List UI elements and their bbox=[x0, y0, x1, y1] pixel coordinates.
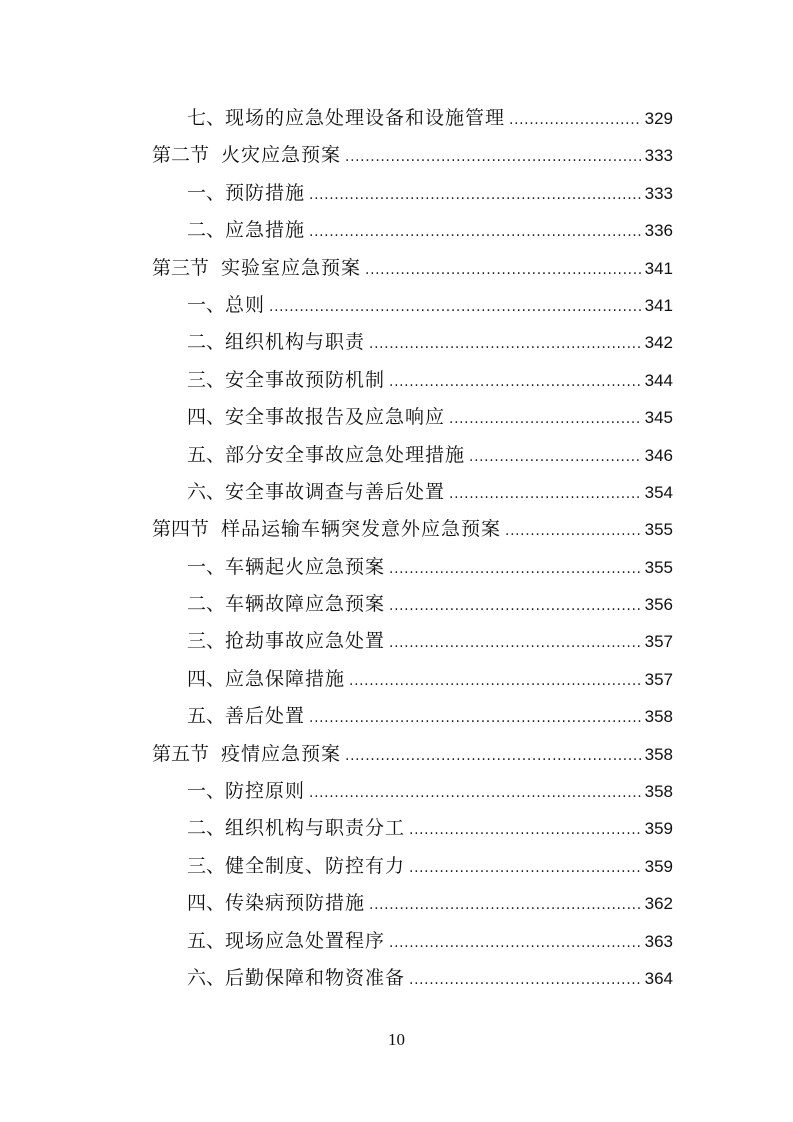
dot-leader bbox=[309, 775, 642, 812]
toc-entry[interactable] bbox=[0, 923, 793, 960]
toc-entry-title: 现场应急处置程序 bbox=[225, 929, 386, 952]
toc-entry-title: 安全事故调查与善后处置 bbox=[225, 480, 446, 503]
toc-entry-title: 传染病预防措施 bbox=[225, 892, 366, 915]
toc-entry[interactable] bbox=[0, 698, 793, 735]
dot-leader bbox=[449, 401, 642, 438]
toc-entry[interactable] bbox=[0, 848, 793, 885]
toc-entry-page: 359 bbox=[644, 856, 673, 876]
toc-entry[interactable] bbox=[0, 324, 793, 361]
toc-entry-page: 357 bbox=[644, 632, 673, 652]
dot-leader bbox=[389, 551, 642, 588]
dot-leader bbox=[389, 588, 642, 625]
toc-entry-title: 火灾应急预案 bbox=[221, 144, 342, 167]
table-of-contents bbox=[0, 100, 793, 997]
toc-entry-title: 预防措施 bbox=[225, 181, 306, 204]
toc-entry[interactable] bbox=[0, 137, 793, 174]
toc-entry-number: 二、 bbox=[187, 331, 226, 354]
toc-entry-title: 实验室应急预案 bbox=[221, 256, 362, 279]
toc-entry-title: 车辆故障应急预案 bbox=[225, 593, 386, 616]
toc-entry-page: 346 bbox=[644, 445, 673, 465]
toc-entry-page: 342 bbox=[644, 333, 673, 353]
toc-entry-page: 329 bbox=[644, 109, 673, 128]
toc-entry-number: 一、 bbox=[187, 181, 226, 204]
toc-entry-title: 总则 bbox=[225, 293, 266, 316]
toc-entry-number: 五、 bbox=[187, 443, 226, 466]
toc-entry[interactable] bbox=[0, 810, 793, 847]
toc-entry-title: 车辆起火应急预案 bbox=[225, 555, 386, 578]
toc-entry-number: 六、 bbox=[187, 966, 226, 989]
toc-entry[interactable] bbox=[0, 437, 793, 474]
toc-entry-title: 健全制度、防控有力 bbox=[225, 854, 406, 877]
toc-entry[interactable] bbox=[0, 287, 793, 324]
toc-entry-number: 二、 bbox=[187, 593, 226, 616]
toc-entry-title: 防控原则 bbox=[225, 780, 306, 803]
toc-entry-number: 三、 bbox=[187, 630, 226, 653]
toc-entry-title: 样品运输车辆突发意外应急预案 bbox=[221, 518, 502, 541]
toc-entry-title: 疫情应急预案 bbox=[221, 742, 342, 765]
toc-entry-page: 358 bbox=[644, 782, 673, 802]
dot-leader bbox=[389, 364, 642, 401]
toc-entry-page: 345 bbox=[644, 408, 673, 428]
dot-leader bbox=[409, 962, 642, 999]
toc-entry-title: 后勤保障和物资准备 bbox=[225, 966, 406, 989]
toc-entry-number: 第四节 bbox=[152, 518, 210, 541]
toc-entry-number: 五、 bbox=[187, 929, 226, 952]
toc-entry-page: 333 bbox=[644, 183, 673, 203]
toc-entry-title: 善后处置 bbox=[225, 705, 306, 728]
toc-entry-number: 四、 bbox=[187, 892, 226, 915]
dot-leader bbox=[505, 513, 642, 550]
toc-entry-number: 三、 bbox=[187, 854, 226, 877]
toc-entry[interactable] bbox=[0, 362, 793, 399]
toc-entry-number: 二、 bbox=[187, 817, 226, 840]
toc-entry[interactable] bbox=[0, 212, 793, 249]
toc-entry[interactable] bbox=[0, 474, 793, 511]
toc-entry-page: 363 bbox=[644, 931, 673, 951]
toc-entry-page: 356 bbox=[644, 595, 673, 615]
dot-leader bbox=[309, 177, 642, 214]
toc-entry[interactable] bbox=[0, 736, 793, 773]
toc-entry-page: 359 bbox=[644, 819, 673, 839]
toc-entry-page: 358 bbox=[644, 744, 673, 764]
dot-leader bbox=[469, 439, 642, 476]
dot-leader bbox=[509, 102, 642, 139]
dot-leader bbox=[389, 625, 642, 662]
toc-entry-number: 二、 bbox=[187, 219, 226, 242]
toc-entry-number: 第二节 bbox=[152, 144, 210, 167]
toc-entry-number: 五、 bbox=[187, 705, 226, 728]
dot-leader bbox=[449, 476, 642, 513]
page-number: 10 bbox=[388, 1030, 405, 1049]
dot-leader bbox=[409, 850, 642, 887]
toc-entry[interactable] bbox=[0, 399, 793, 436]
dot-leader bbox=[345, 738, 642, 775]
toc-entry[interactable] bbox=[0, 960, 793, 997]
toc-entry-page: 333 bbox=[644, 146, 673, 166]
toc-entry-page: 341 bbox=[644, 295, 673, 315]
toc-entry-number: 第五节 bbox=[152, 742, 210, 765]
toc-entry-page: 355 bbox=[644, 520, 673, 540]
toc-entry-number: 六、 bbox=[187, 480, 226, 503]
toc-entry[interactable] bbox=[0, 885, 793, 922]
toc-entry-page: 344 bbox=[644, 370, 673, 390]
toc-entry-number: 一、 bbox=[187, 780, 226, 803]
toc-entry-number: 第三节 bbox=[152, 256, 210, 279]
dot-leader bbox=[365, 252, 642, 289]
toc-entry-number: 一、 bbox=[187, 555, 226, 578]
dot-leader bbox=[269, 289, 642, 326]
toc-entry-title: 抢劫事故应急处置 bbox=[225, 630, 386, 653]
toc-entry-title: 现场的应急处理设备和设施管理 bbox=[225, 107, 506, 129]
toc-entry-number: 七、 bbox=[187, 107, 226, 129]
toc-entry-title: 组织机构与职责 bbox=[225, 331, 366, 354]
toc-entry[interactable] bbox=[0, 623, 793, 660]
dot-leader bbox=[349, 663, 642, 700]
toc-entry-page: 341 bbox=[644, 258, 673, 278]
toc-entry[interactable] bbox=[0, 250, 793, 287]
toc-entry-title: 应急保障措施 bbox=[225, 667, 346, 690]
toc-entry-page: 358 bbox=[644, 707, 673, 727]
toc-entry-title: 安全事故报告及应急响应 bbox=[225, 406, 446, 429]
dot-leader bbox=[345, 139, 642, 176]
toc-entry-page: 355 bbox=[644, 557, 673, 577]
toc-entry-page: 357 bbox=[644, 669, 673, 689]
toc-entry[interactable] bbox=[0, 549, 793, 586]
toc-entry[interactable] bbox=[0, 100, 793, 137]
toc-entry-number: 四、 bbox=[187, 406, 226, 429]
toc-entry-page: 362 bbox=[644, 894, 673, 914]
toc-entry-page: 364 bbox=[644, 968, 673, 988]
toc-entry-title: 应急措施 bbox=[225, 219, 306, 242]
dot-leader bbox=[309, 700, 642, 737]
dot-leader bbox=[389, 925, 642, 962]
dot-leader bbox=[369, 326, 642, 363]
toc-entry-title: 部分安全事故应急处理措施 bbox=[225, 443, 466, 466]
toc-entry[interactable] bbox=[0, 661, 793, 698]
toc-entry-page: 336 bbox=[644, 221, 673, 241]
dot-leader bbox=[409, 812, 642, 849]
toc-entry-number: 四、 bbox=[187, 667, 226, 690]
toc-entry-number: 三、 bbox=[187, 368, 226, 391]
dot-leader bbox=[309, 214, 642, 251]
toc-entry-page: 354 bbox=[644, 482, 673, 502]
toc-entry-title: 组织机构与职责分工 bbox=[225, 817, 406, 840]
toc-entry-number: 一、 bbox=[187, 293, 226, 316]
toc-entry[interactable] bbox=[0, 773, 793, 810]
toc-entry[interactable] bbox=[0, 175, 793, 212]
toc-entry-title: 安全事故预防机制 bbox=[225, 368, 386, 391]
toc-entry[interactable] bbox=[0, 511, 793, 548]
toc-entry[interactable] bbox=[0, 586, 793, 623]
dot-leader bbox=[369, 887, 642, 924]
